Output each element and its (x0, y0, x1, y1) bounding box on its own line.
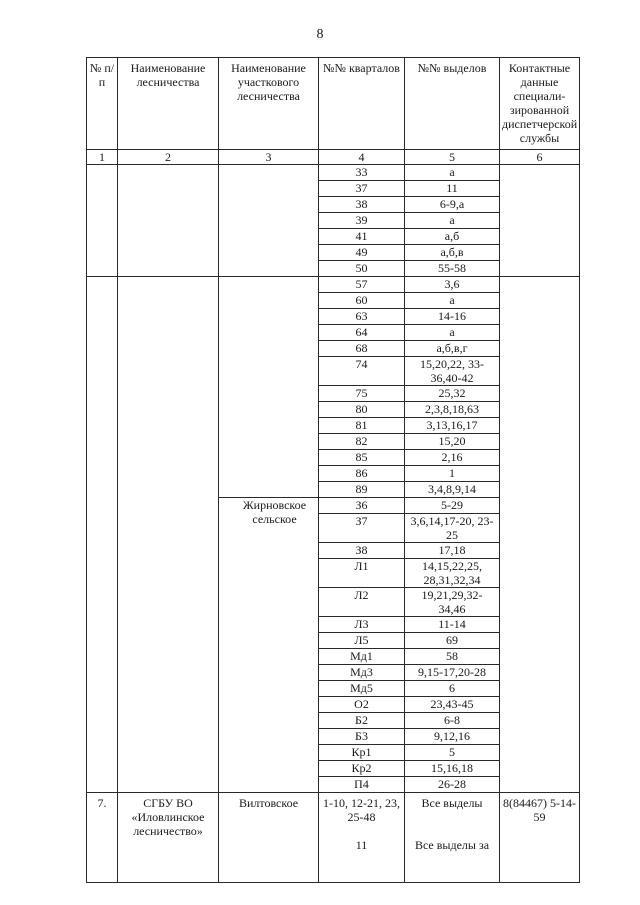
column-number: 3 (219, 150, 319, 165)
kvartal-cell: З6 (319, 498, 405, 514)
vydel-all-except: Все выделы за (414, 838, 490, 852)
kvartal-cell: 81 (319, 418, 405, 434)
header-vydely: №№ выделов (405, 58, 500, 150)
vydel-cell: 15,16,18 (405, 761, 500, 777)
kvartal-cell: 80 (319, 402, 405, 418)
kvartal-cell: 82 (319, 434, 405, 450)
page-number: 8 (316, 27, 324, 42)
kvartal-cell: 85 (319, 450, 405, 466)
header-uch-lesnichestvo: Наименование участкового лесничества (219, 58, 319, 150)
kvartal-cell: Б3 (319, 729, 405, 745)
column-number: 5 (405, 150, 500, 165)
kvartal-cell (319, 793, 405, 883)
kvartal-cell: 50 (319, 261, 405, 277)
kvartal-cell: 75 (319, 386, 405, 402)
vydel-cell: 23,43-45 (405, 697, 500, 713)
vydel-cell: 15,20,22, 33-36,40-42 (405, 357, 500, 386)
kvartal-cell: Мд3 (319, 665, 405, 681)
empty-cell (118, 277, 219, 793)
kvartal-cell: 86 (319, 466, 405, 482)
vydel-cell: 26-28 (405, 777, 500, 793)
vydel-cell: а,б,в,г (405, 341, 500, 357)
empty-cell (87, 277, 118, 793)
contact-phone: 8(84467) 5-14-59 (500, 793, 580, 883)
kvartal-cell: 89 (319, 482, 405, 498)
kvartal-single: 11 (355, 838, 368, 852)
kvartal-cell: Кр1 (319, 745, 405, 761)
kvartal-cell: 68 (319, 341, 405, 357)
vydel-cell (405, 793, 500, 883)
lesnichestvo-table (86, 57, 580, 883)
column-number: 2 (118, 150, 219, 165)
vydel-cell: 11 (405, 181, 500, 197)
table-row-7 (87, 793, 580, 883)
vydel-cell: 11-14 (405, 617, 500, 633)
kvartal-cell: 39 (319, 213, 405, 229)
kvartal-cell: Л2 (319, 588, 405, 617)
vydel-cell: 14-16 (405, 309, 500, 325)
table-row (87, 165, 580, 181)
header-contacts: Контактные данные специали-зированной диспетчерской службы (500, 58, 580, 150)
kvartal-cell: Л3 (319, 617, 405, 633)
vydel-cell: 3,4,8,9,14 (405, 482, 500, 498)
kvartal-cell: Мд5 (319, 681, 405, 697)
empty-cell (87, 165, 118, 277)
column-number: 4 (319, 150, 405, 165)
empty-cell (219, 277, 319, 498)
empty-cell (219, 165, 319, 277)
vydel-cell: 69 (405, 633, 500, 649)
empty-cell (500, 277, 580, 793)
vydel-cell: 5 (405, 745, 500, 761)
vydel-cell: а (405, 325, 500, 341)
vydel-cell: 5-29 (405, 498, 500, 514)
empty-cell (118, 165, 219, 277)
vydel-cell: 58 (405, 649, 500, 665)
kvartal-cell: 41 (319, 229, 405, 245)
vydel-cell: 14,15,22,25, 28,31,32,34 (405, 559, 500, 588)
kvartal-cell: Л5 (319, 633, 405, 649)
kvartal-cell: 74 (319, 357, 405, 386)
header-row (87, 58, 580, 150)
vydel-cell: 2,3,8,18,63 (405, 402, 500, 418)
kvartal-cell: Мд1 (319, 649, 405, 665)
vydel-cell: 2,16 (405, 450, 500, 466)
column-number: 1 (87, 150, 118, 165)
vydel-all: Все выделы (421, 796, 483, 810)
vydel-cell: а (405, 293, 500, 309)
empty-cell (500, 165, 580, 277)
vydel-cell: 1 (405, 466, 500, 482)
kvartal-cell: Л1 (319, 559, 405, 588)
kvartal-cell: 38 (319, 197, 405, 213)
uch-lesnichestvo-name: Жирновское сельское (219, 498, 319, 793)
vydel-cell: 6-8 (405, 713, 500, 729)
header-num: № п/п (87, 58, 118, 150)
vydel-cell: 3,6 (405, 277, 500, 293)
kvartal-cell: 49 (319, 245, 405, 261)
vydel-cell: 15,20 (405, 434, 500, 450)
kvartal-cell: 33 (319, 165, 405, 181)
vydel-cell: 25,32 (405, 386, 500, 402)
vydel-cell: а,б (405, 229, 500, 245)
vydel-cell: 55-58 (405, 261, 500, 277)
kvartal-cell: 64 (319, 325, 405, 341)
kvartal-cell: З8 (319, 543, 405, 559)
header-kvartaly: №№ кварталов (319, 58, 405, 150)
kvartal-cell: З7 (319, 514, 405, 543)
kvartal-list: 1-10, 12-21, 23, 25-48 (323, 796, 400, 824)
vydel-cell: 3,6,14,17-20, 23-25 (405, 514, 500, 543)
vydel-cell: а (405, 165, 500, 181)
kvartal-cell: 60 (319, 293, 405, 309)
column-number: 6 (500, 150, 580, 165)
header-lesnichestvo: Наименование лесничества (118, 58, 219, 150)
table-row (87, 277, 580, 293)
kvartal-cell: О2 (319, 697, 405, 713)
vydel-cell: 17,18 (405, 543, 500, 559)
vydel-cell: 6 (405, 681, 500, 697)
lesnichestvo-name: СГБУ ВО «Иловлинское лесничество» (118, 793, 219, 883)
kvartal-cell: 37 (319, 181, 405, 197)
kvartal-cell: 63 (319, 309, 405, 325)
kvartal-cell: Б2 (319, 713, 405, 729)
vydel-cell: 9,12,16 (405, 729, 500, 745)
vydel-cell: а,б,в (405, 245, 500, 261)
kvartal-cell: Кр2 (319, 761, 405, 777)
vydel-cell: 6-9,а (405, 197, 500, 213)
uch-lesnichestvo-name: Вилтовское (219, 793, 319, 883)
column-number-row (87, 150, 580, 165)
row-number: 7. (87, 793, 118, 883)
kvartal-cell: 57 (319, 277, 405, 293)
kvartal-cell: П4 (319, 777, 405, 793)
vydel-cell: 9,15-17,20-28 (405, 665, 500, 681)
vydel-cell: а (405, 213, 500, 229)
vydel-cell: 19,21,29,32- 34,46 (405, 588, 500, 617)
vydel-cell: 3,13,16,17 (405, 418, 500, 434)
